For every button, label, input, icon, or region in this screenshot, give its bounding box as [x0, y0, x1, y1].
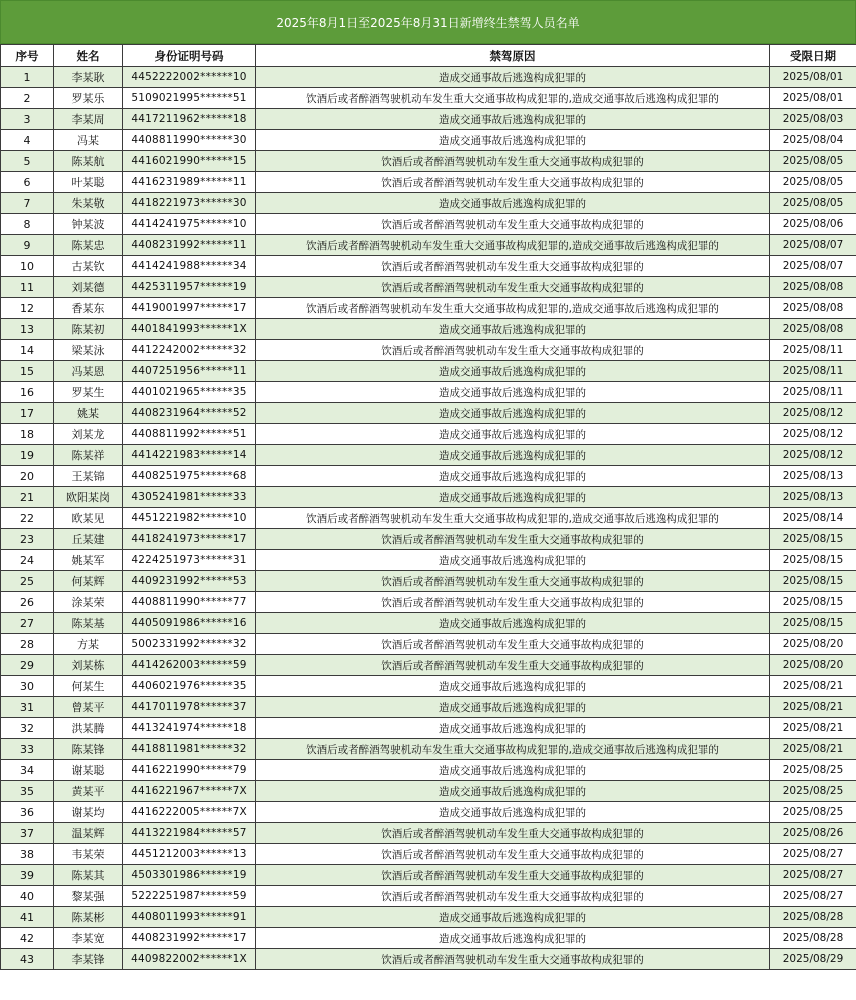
cell-name: 香某东	[54, 298, 123, 319]
table-row	[1, 445, 856, 466]
cell-reason: 饮酒后或者醉酒驾驶机动车发生重大交通事故构成犯罪的	[256, 634, 770, 655]
cell-id-number: 4413221984******57	[123, 823, 256, 844]
cell-name: 李某周	[54, 109, 123, 130]
cell-id-number: 4408811990******30	[123, 130, 256, 151]
cell-no: 20	[1, 466, 54, 487]
cell-id-number: 5222251987******59	[123, 886, 256, 907]
cell-no: 42	[1, 928, 54, 949]
cell-reason: 造成交通事故后逃逸构成犯罪的	[256, 928, 770, 949]
cell-id-number: 4401021965******35	[123, 382, 256, 403]
cell-id-number: 4503301986******19	[123, 865, 256, 886]
cell-no: 38	[1, 844, 54, 865]
cell-reason: 饮酒后或者醉酒驾驶机动车发生重大交通事故构成犯罪的	[256, 844, 770, 865]
cell-id-number: 4406021976******35	[123, 676, 256, 697]
cell-name: 李某宽	[54, 928, 123, 949]
cell-reason: 造成交通事故后逃逸构成犯罪的	[256, 676, 770, 697]
table-row	[1, 319, 856, 340]
table-row	[1, 613, 856, 634]
cell-no: 12	[1, 298, 54, 319]
cell-date: 2025/08/15	[770, 550, 856, 571]
cell-date: 2025/08/12	[770, 424, 856, 445]
cell-no: 34	[1, 760, 54, 781]
cell-name: 古某钦	[54, 256, 123, 277]
cell-no: 14	[1, 340, 54, 361]
cell-no: 33	[1, 739, 54, 760]
cell-no: 4	[1, 130, 54, 151]
cell-reason: 造成交通事故后逃逸构成犯罪的	[256, 487, 770, 508]
cell-no: 41	[1, 907, 54, 928]
table-row	[1, 781, 856, 802]
cell-reason: 造成交通事故后逃逸构成犯罪的	[256, 130, 770, 151]
cell-name: 陈某锋	[54, 739, 123, 760]
cell-name: 陈某忠	[54, 235, 123, 256]
table-row	[1, 697, 856, 718]
cell-name: 陈某祥	[54, 445, 123, 466]
cell-no: 11	[1, 277, 54, 298]
cell-name: 刘某栋	[54, 655, 123, 676]
table-row	[1, 109, 856, 130]
cell-name: 洪某腾	[54, 718, 123, 739]
cell-date: 2025/08/08	[770, 298, 856, 319]
table-row	[1, 718, 856, 739]
table-row	[1, 466, 856, 487]
table-row	[1, 886, 856, 907]
table-row	[1, 676, 856, 697]
cell-reason: 饮酒后或者醉酒驾驶机动车发生重大交通事故构成犯罪的	[256, 151, 770, 172]
cell-id-number: 4408231964******52	[123, 403, 256, 424]
cell-reason: 饮酒后或者醉酒驾驶机动车发生重大交通事故构成犯罪的	[256, 823, 770, 844]
cell-id-number: 4418221973******30	[123, 193, 256, 214]
cell-id-number: 4408011993******91	[123, 907, 256, 928]
cell-id-number: 4414262003******59	[123, 655, 256, 676]
cell-id-number: 4408811990******77	[123, 592, 256, 613]
cell-no: 6	[1, 172, 54, 193]
table-row	[1, 151, 856, 172]
table-row	[1, 214, 856, 235]
cell-id-number: 4305241981******33	[123, 487, 256, 508]
cell-no: 16	[1, 382, 54, 403]
cell-no: 2	[1, 88, 54, 109]
table-row	[1, 361, 856, 382]
col-header-name: 姓名	[54, 45, 123, 67]
table-row	[1, 865, 856, 886]
cell-date: 2025/08/28	[770, 907, 856, 928]
table-row	[1, 382, 856, 403]
cell-id-number: 4418241973******17	[123, 529, 256, 550]
cell-date: 2025/08/27	[770, 865, 856, 886]
col-header-no: 序号	[1, 45, 54, 67]
cell-date: 2025/08/28	[770, 928, 856, 949]
cell-id-number: 4224251973******31	[123, 550, 256, 571]
cell-name: 冯某恩	[54, 361, 123, 382]
cell-no: 3	[1, 109, 54, 130]
cell-id-number: 4409822002******1X	[123, 949, 256, 970]
cell-date: 2025/08/20	[770, 634, 856, 655]
cell-reason: 饮酒后或者醉酒驾驶机动车发生重大交通事故构成犯罪的,造成交通事故后逃逸构成犯罪的	[256, 235, 770, 256]
table-title	[0, 0, 856, 44]
cell-date: 2025/08/15	[770, 592, 856, 613]
col-header-reason: 禁驾原因	[256, 45, 770, 67]
cell-name: 王某锦	[54, 466, 123, 487]
cell-date: 2025/08/25	[770, 781, 856, 802]
cell-name: 罗某生	[54, 382, 123, 403]
cell-date: 2025/08/21	[770, 718, 856, 739]
cell-id-number: 4414241988******34	[123, 256, 256, 277]
cell-date: 2025/08/01	[770, 67, 856, 88]
cell-reason: 造成交通事故后逃逸构成犯罪的	[256, 718, 770, 739]
cell-name: 温某辉	[54, 823, 123, 844]
col-header-date: 受限日期	[770, 45, 856, 67]
cell-no: 39	[1, 865, 54, 886]
cell-no: 24	[1, 550, 54, 571]
cell-name: 陈某航	[54, 151, 123, 172]
cell-name: 黄某平	[54, 781, 123, 802]
cell-reason: 造成交通事故后逃逸构成犯罪的	[256, 781, 770, 802]
cell-no: 43	[1, 949, 54, 970]
table-row	[1, 340, 856, 361]
cell-reason: 饮酒后或者醉酒驾驶机动车发生重大交通事故构成犯罪的,造成交通事故后逃逸构成犯罪的	[256, 298, 770, 319]
cell-no: 27	[1, 613, 54, 634]
cell-no: 36	[1, 802, 54, 823]
cell-reason: 造成交通事故后逃逸构成犯罪的	[256, 382, 770, 403]
cell-reason: 饮酒后或者醉酒驾驶机动车发生重大交通事故构成犯罪的	[256, 886, 770, 907]
cell-id-number: 4417011978******37	[123, 697, 256, 718]
cell-no: 31	[1, 697, 54, 718]
cell-name: 欧阳某岗	[54, 487, 123, 508]
table-row	[1, 550, 856, 571]
table-body	[1, 67, 856, 970]
cell-date: 2025/08/11	[770, 361, 856, 382]
cell-name: 梁某泳	[54, 340, 123, 361]
table-row	[1, 844, 856, 865]
cell-id-number: 4416021990******15	[123, 151, 256, 172]
cell-name: 何某生	[54, 676, 123, 697]
cell-id-number: 4418811981******32	[123, 739, 256, 760]
cell-date: 2025/08/14	[770, 508, 856, 529]
cell-name: 韦某荣	[54, 844, 123, 865]
cell-reason: 饮酒后或者醉酒驾驶机动车发生重大交通事故构成犯罪的	[256, 172, 770, 193]
cell-id-number: 4414221983******14	[123, 445, 256, 466]
cell-name: 李某锋	[54, 949, 123, 970]
cell-name: 刘某德	[54, 277, 123, 298]
cell-no: 5	[1, 151, 54, 172]
cell-name: 陈某其	[54, 865, 123, 886]
cell-id-number: 4416221967******7X	[123, 781, 256, 802]
cell-reason: 饮酒后或者醉酒驾驶机动车发生重大交通事故构成犯罪的	[256, 865, 770, 886]
table-row	[1, 949, 856, 970]
cell-no: 1	[1, 67, 54, 88]
cell-no: 35	[1, 781, 54, 802]
cell-id-number: 4408231992******11	[123, 235, 256, 256]
cell-no: 25	[1, 571, 54, 592]
table-row	[1, 130, 856, 151]
cell-name: 姚某军	[54, 550, 123, 571]
cell-date: 2025/08/04	[770, 130, 856, 151]
cell-name: 何某辉	[54, 571, 123, 592]
cell-name: 姚某	[54, 403, 123, 424]
cell-name: 陈某初	[54, 319, 123, 340]
cell-name: 丘某建	[54, 529, 123, 550]
cell-no: 10	[1, 256, 54, 277]
cell-date: 2025/08/07	[770, 235, 856, 256]
cell-date: 2025/08/21	[770, 697, 856, 718]
cell-no: 29	[1, 655, 54, 676]
table-row	[1, 298, 856, 319]
cell-date: 2025/08/06	[770, 214, 856, 235]
banned-drivers-table	[0, 44, 856, 970]
cell-date: 2025/08/12	[770, 403, 856, 424]
cell-no: 23	[1, 529, 54, 550]
table-row	[1, 67, 856, 88]
cell-date: 2025/08/26	[770, 823, 856, 844]
cell-no: 21	[1, 487, 54, 508]
cell-id-number: 4405091986******16	[123, 613, 256, 634]
table-row	[1, 634, 856, 655]
cell-reason: 造成交通事故后逃逸构成犯罪的	[256, 361, 770, 382]
table-row	[1, 508, 856, 529]
table-row	[1, 256, 856, 277]
cell-id-number: 4413241974******18	[123, 718, 256, 739]
cell-reason: 造成交通事故后逃逸构成犯罪的	[256, 445, 770, 466]
cell-id-number: 4408231992******17	[123, 928, 256, 949]
cell-reason: 饮酒后或者醉酒驾驶机动车发生重大交通事故构成犯罪的,造成交通事故后逃逸构成犯罪的	[256, 739, 770, 760]
cell-name: 谢某聪	[54, 760, 123, 781]
cell-date: 2025/08/13	[770, 487, 856, 508]
table-row	[1, 529, 856, 550]
cell-reason: 饮酒后或者醉酒驾驶机动车发生重大交通事故构成犯罪的	[256, 277, 770, 298]
cell-reason: 造成交通事故后逃逸构成犯罪的	[256, 907, 770, 928]
table-row	[1, 424, 856, 445]
table-row	[1, 928, 856, 949]
cell-name: 钟某波	[54, 214, 123, 235]
cell-no: 19	[1, 445, 54, 466]
cell-reason: 造成交通事故后逃逸构成犯罪的	[256, 109, 770, 130]
cell-no: 37	[1, 823, 54, 844]
cell-reason: 造成交通事故后逃逸构成犯罪的	[256, 613, 770, 634]
cell-reason: 造成交通事故后逃逸构成犯罪的	[256, 760, 770, 781]
cell-name: 黎某强	[54, 886, 123, 907]
title-text: 2025年8月1日至2025年8月31日新增终生禁驾人员名单	[276, 15, 580, 30]
cell-name: 谢某均	[54, 802, 123, 823]
cell-id-number: 4425311957******19	[123, 277, 256, 298]
cell-reason: 造成交通事故后逃逸构成犯罪的	[256, 802, 770, 823]
cell-id-number: 4401841993******1X	[123, 319, 256, 340]
cell-no: 18	[1, 424, 54, 445]
cell-name: 陈某彬	[54, 907, 123, 928]
cell-no: 22	[1, 508, 54, 529]
cell-id-number: 4419001997******17	[123, 298, 256, 319]
cell-id-number: 4451212003******13	[123, 844, 256, 865]
cell-date: 2025/08/29	[770, 949, 856, 970]
cell-date: 2025/08/15	[770, 571, 856, 592]
cell-date: 2025/08/13	[770, 466, 856, 487]
cell-date: 2025/08/11	[770, 382, 856, 403]
cell-date: 2025/08/27	[770, 844, 856, 865]
cell-no: 15	[1, 361, 54, 382]
cell-reason: 饮酒后或者醉酒驾驶机动车发生重大交通事故构成犯罪的	[256, 571, 770, 592]
cell-no: 40	[1, 886, 54, 907]
cell-no: 7	[1, 193, 54, 214]
cell-name: 方某	[54, 634, 123, 655]
cell-date: 2025/08/27	[770, 886, 856, 907]
cell-no: 26	[1, 592, 54, 613]
cell-no: 8	[1, 214, 54, 235]
table-row	[1, 277, 856, 298]
cell-reason: 造成交通事故后逃逸构成犯罪的	[256, 550, 770, 571]
cell-reason: 饮酒后或者醉酒驾驶机动车发生重大交通事故构成犯罪的	[256, 214, 770, 235]
cell-reason: 饮酒后或者醉酒驾驶机动车发生重大交通事故构成犯罪的	[256, 529, 770, 550]
table-row	[1, 823, 856, 844]
cell-id-number: 4451221982******10	[123, 508, 256, 529]
cell-no: 17	[1, 403, 54, 424]
cell-name: 朱某敬	[54, 193, 123, 214]
cell-id-number: 4416231989******11	[123, 172, 256, 193]
cell-id-number: 4408251975******68	[123, 466, 256, 487]
cell-id-number: 4417211962******18	[123, 109, 256, 130]
table-row	[1, 907, 856, 928]
cell-reason: 造成交通事故后逃逸构成犯罪的	[256, 466, 770, 487]
table-row	[1, 655, 856, 676]
table-row	[1, 193, 856, 214]
col-header-id: 身份证明号码	[123, 45, 256, 67]
cell-name: 欧某见	[54, 508, 123, 529]
cell-reason: 造成交通事故后逃逸构成犯罪的	[256, 403, 770, 424]
cell-no: 9	[1, 235, 54, 256]
cell-name: 涂某荣	[54, 592, 123, 613]
cell-reason: 造成交通事故后逃逸构成犯罪的	[256, 67, 770, 88]
cell-reason: 饮酒后或者醉酒驾驶机动车发生重大交通事故构成犯罪的	[256, 949, 770, 970]
table-row	[1, 403, 856, 424]
cell-no: 30	[1, 676, 54, 697]
cell-date: 2025/08/15	[770, 613, 856, 634]
cell-no: 28	[1, 634, 54, 655]
cell-date: 2025/08/20	[770, 655, 856, 676]
cell-date: 2025/08/08	[770, 277, 856, 298]
header-row	[1, 45, 856, 67]
table-row	[1, 235, 856, 256]
cell-date: 2025/08/05	[770, 172, 856, 193]
cell-reason: 饮酒后或者醉酒驾驶机动车发生重大交通事故构成犯罪的	[256, 592, 770, 613]
table-row	[1, 802, 856, 823]
table-row	[1, 760, 856, 781]
cell-id-number: 5002331992******32	[123, 634, 256, 655]
cell-date: 2025/08/21	[770, 739, 856, 760]
cell-reason: 饮酒后或者醉酒驾驶机动车发生重大交通事故构成犯罪的,造成交通事故后逃逸构成犯罪的	[256, 508, 770, 529]
cell-date: 2025/08/25	[770, 760, 856, 781]
cell-name: 刘某龙	[54, 424, 123, 445]
cell-reason: 造成交通事故后逃逸构成犯罪的	[256, 424, 770, 445]
cell-date: 2025/08/08	[770, 319, 856, 340]
cell-no: 13	[1, 319, 54, 340]
table-row	[1, 739, 856, 760]
cell-date: 2025/08/12	[770, 445, 856, 466]
cell-date: 2025/08/25	[770, 802, 856, 823]
cell-date: 2025/08/15	[770, 529, 856, 550]
cell-reason: 饮酒后或者醉酒驾驶机动车发生重大交通事故构成犯罪的	[256, 655, 770, 676]
cell-reason: 造成交通事故后逃逸构成犯罪的	[256, 319, 770, 340]
table-row	[1, 88, 856, 109]
table-row	[1, 592, 856, 613]
cell-date: 2025/08/05	[770, 193, 856, 214]
cell-id-number: 4414241975******10	[123, 214, 256, 235]
table-row	[1, 571, 856, 592]
cell-name: 罗某乐	[54, 88, 123, 109]
cell-reason: 饮酒后或者醉酒驾驶机动车发生重大交通事故构成犯罪的,造成交通事故后逃逸构成犯罪的	[256, 88, 770, 109]
cell-date: 2025/08/11	[770, 340, 856, 361]
cell-date: 2025/08/01	[770, 88, 856, 109]
cell-reason: 饮酒后或者醉酒驾驶机动车发生重大交通事故构成犯罪的	[256, 256, 770, 277]
cell-id-number: 4452222002******10	[123, 67, 256, 88]
cell-no: 32	[1, 718, 54, 739]
cell-reason: 造成交通事故后逃逸构成犯罪的	[256, 697, 770, 718]
cell-name: 陈某基	[54, 613, 123, 634]
cell-date: 2025/08/07	[770, 256, 856, 277]
cell-id-number: 5109021995******51	[123, 88, 256, 109]
cell-id-number: 4408811992******51	[123, 424, 256, 445]
table-row	[1, 172, 856, 193]
cell-date: 2025/08/21	[770, 676, 856, 697]
cell-date: 2025/08/03	[770, 109, 856, 130]
cell-id-number: 4416222005******7X	[123, 802, 256, 823]
cell-reason: 饮酒后或者醉酒驾驶机动车发生重大交通事故构成犯罪的	[256, 340, 770, 361]
cell-name: 李某耿	[54, 67, 123, 88]
cell-date: 2025/08/05	[770, 151, 856, 172]
cell-id-number: 4412242002******32	[123, 340, 256, 361]
cell-id-number: 4409231992******53	[123, 571, 256, 592]
cell-id-number: 4416221990******79	[123, 760, 256, 781]
cell-reason: 造成交通事故后逃逸构成犯罪的	[256, 193, 770, 214]
cell-name: 冯某	[54, 130, 123, 151]
cell-name: 曾某平	[54, 697, 123, 718]
cell-id-number: 4407251956******11	[123, 361, 256, 382]
cell-name: 叶某聪	[54, 172, 123, 193]
table-row	[1, 487, 856, 508]
